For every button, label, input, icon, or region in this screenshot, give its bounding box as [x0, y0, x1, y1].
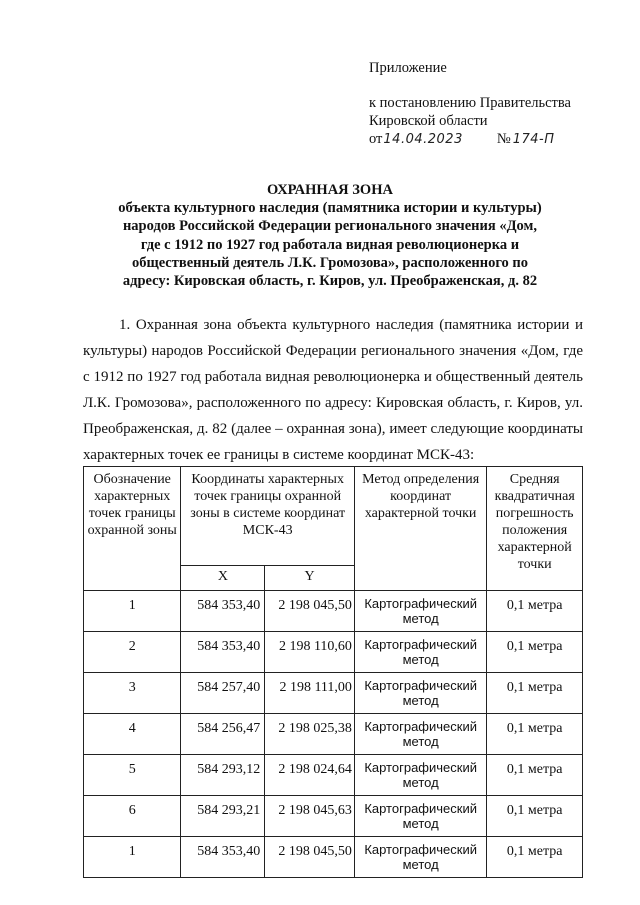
method-cell: Картографический метод — [354, 673, 486, 714]
coord-x: 584 353,40 — [181, 837, 265, 878]
point-number: 5 — [84, 755, 181, 796]
handwritten-date: 14.04.2023 — [383, 132, 463, 147]
coord-y: 2 198 045,50 — [265, 591, 355, 632]
document-heading — [70, 181, 590, 290]
header-y: Y — [265, 566, 355, 591]
header-designation: Обозначение характерных точек границы охранной зоны — [84, 467, 181, 591]
coord-x: 584 353,40 — [181, 591, 265, 632]
appendix-header — [369, 59, 447, 77]
heading-line-1: объекта культурного наследия (памятника истории и культуры) — [118, 200, 542, 217]
accuracy-cell: 0,1 метра — [487, 755, 583, 796]
heading-title: ОХРАННАЯ ЗОНА — [267, 182, 393, 198]
accuracy-cell: 0,1 метра — [487, 591, 583, 632]
method-cell: Картографический метод — [354, 796, 486, 837]
heading-line-5: адресу: Кировская область, г. Киров, ул. Преображенская, д. 82 — [122, 273, 538, 290]
header-accuracy: Средняя квадратичная погрешность положения характерной точки — [487, 467, 583, 591]
method-cell: Картографический метод — [354, 714, 486, 755]
paragraph-text: 1. Охранная зона объекта культурного наследия (памятника истории и культуры) народов Российской Федерации регионального значения «Дом, где с 1912 по 1927 год работала видная революционерка и общественный деятель Л.К. Громозова», расположенного по адресу: Кировская область, г. Киров, ул. Преображенская, д. 82 (далее – охранная зона), имеет следующие координаты характерных точек ее границы в системе координат МСК-43: — [83, 317, 583, 463]
table-row — [84, 755, 583, 796]
accuracy-cell: 0,1 метра — [487, 673, 583, 714]
table-row — [84, 714, 583, 755]
number-prefix: № — [496, 131, 511, 147]
table-row — [84, 673, 583, 714]
handwritten-number: 174-П — [512, 132, 555, 147]
point-number: 4 — [84, 714, 181, 755]
resolution-reference — [369, 94, 571, 149]
body-paragraph — [83, 312, 583, 468]
point-number: 6 — [84, 796, 181, 837]
coord-y: 2 198 045,63 — [265, 796, 355, 837]
accuracy-cell: 0,1 метра — [487, 837, 583, 878]
table-row — [84, 591, 583, 632]
coord-y: 2 198 045,50 — [265, 837, 355, 878]
coord-x: 584 293,21 — [181, 796, 265, 837]
resolution-date-number — [369, 130, 571, 149]
from-prefix: от — [369, 131, 383, 147]
method-cell: Картографический метод — [354, 837, 486, 878]
table-row — [84, 632, 583, 673]
resolution-line-2: Кировской области — [369, 113, 488, 129]
table-row — [84, 796, 583, 837]
table-header-row — [84, 467, 583, 566]
coord-y: 2 198 110,60 — [265, 632, 355, 673]
header-coordinates: Координаты характерных точек границы охранной зоны в системе координат МСК-43 — [181, 467, 354, 566]
heading-line-4: общественный деятель Л.К. Громозова», расположенного по — [131, 254, 529, 271]
coordinates-table — [83, 466, 583, 878]
method-cell: Картографический метод — [354, 755, 486, 796]
resolution-line-1: к постановлению Правительства — [369, 95, 571, 111]
method-cell: Картографический метод — [354, 632, 486, 673]
accuracy-cell: 0,1 метра — [487, 714, 583, 755]
point-number: 1 — [84, 591, 181, 632]
accuracy-cell: 0,1 метра — [487, 796, 583, 837]
coord-y: 2 198 111,00 — [265, 673, 355, 714]
coord-x: 584 256,47 — [181, 714, 265, 755]
heading-line-3: где с 1912 по 1927 год работала видная революционерка и — [140, 236, 520, 253]
appendix-title: Приложение — [369, 60, 447, 76]
accuracy-cell: 0,1 метра — [487, 632, 583, 673]
point-number: 1 — [84, 837, 181, 878]
header-method: Метод определения координат характерной точки — [354, 467, 486, 591]
method-cell: Картографический метод — [354, 591, 486, 632]
point-number: 2 — [84, 632, 181, 673]
coord-y: 2 198 025,38 — [265, 714, 355, 755]
coord-x: 584 257,40 — [181, 673, 265, 714]
coord-y: 2 198 024,64 — [265, 755, 355, 796]
coord-x: 584 293,12 — [181, 755, 265, 796]
coord-x: 584 353,40 — [181, 632, 265, 673]
point-number: 3 — [84, 673, 181, 714]
heading-line-2: народов Российской Федерации регионального значения «Дом, — [122, 218, 538, 235]
table-row — [84, 837, 583, 878]
header-x: X — [181, 566, 265, 591]
